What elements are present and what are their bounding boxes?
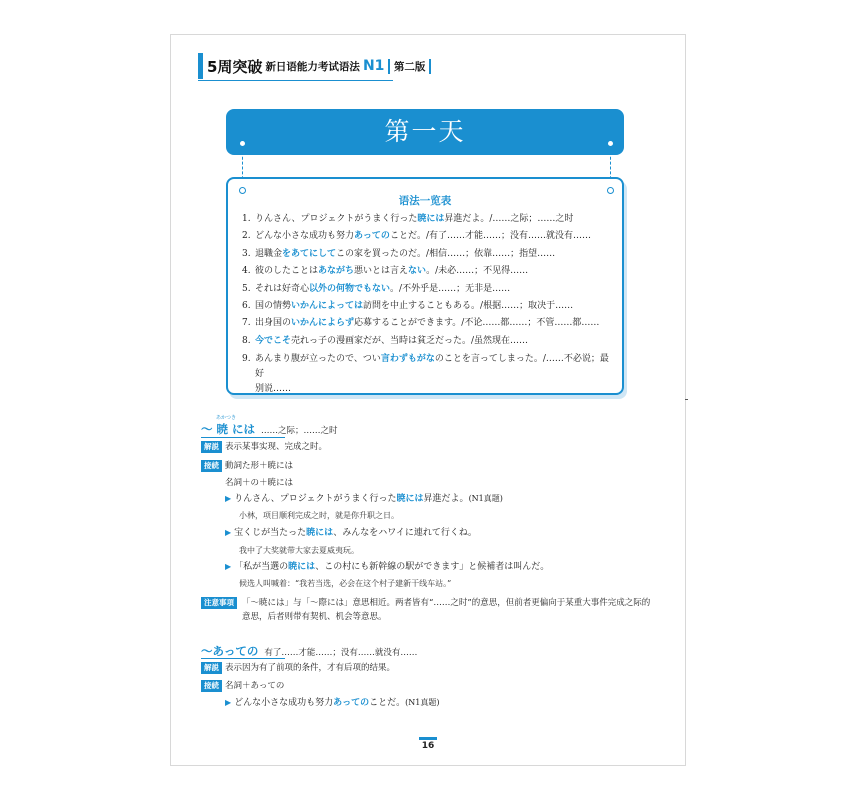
connect-text: 動詞た形＋暁には [225,461,294,471]
margin-tick [685,399,688,400]
grammar-list-title: 语法一览表 [398,195,452,207]
example-translation: 小林，项目顺利完成之时，就是你升职之日。 [239,511,399,520]
running-header [198,53,435,79]
page-number: 16 [421,741,435,751]
section-heading [201,415,338,437]
section-underline [201,437,285,438]
header-accent-bar [198,53,203,79]
connect-tag: 接続 [201,460,222,472]
furigana: あかつき [216,415,237,421]
grammar-list-item: 1. りんさん、プロジェクトがうまく行った暁には昇進だよ。/……之际；……之时 [242,214,574,224]
grammar-list-item: 2. どんな小さな成功も努力あってのことだ。/有了……才能……；没有……就没有…… [242,231,591,242]
example-translation: 我中了大奖就带大家去夏威夷玩。 [239,546,359,555]
triangle-bullet-icon: ▶ [225,698,232,707]
triangle-bullet-icon: ▶ [225,494,232,503]
section-heading [201,643,417,659]
explain-text: 表示因为有了前项的条件，才有后项的结果。 [225,663,396,673]
header-brand: 5周突破 [207,57,263,76]
section-underline [201,658,285,659]
example-sentence: ▶ どんな小さな成功も努力あってのことだ。(N1真题) [225,698,440,708]
grammar-list-item: 5. それは好奇心以外の何物でもない。/不外乎是……；无非是…… [242,283,511,294]
pin-icon [239,140,246,147]
example-sentence: ▶ 「私が当選の暁には、この村にも新幹線の駅ができます」と候補者は叫んだ。 [225,562,550,572]
section-meaning: ……之际；……之时 [261,426,338,436]
triangle-bullet-icon: ▶ [225,528,232,537]
connect-text: 名詞＋の＋暁には [225,478,294,488]
section-title: ～あっての [201,644,259,658]
note-text: 「～暁には」与「～際には」意思相近。两者皆有“……之时”的意思，但前者更偏向于某重大事件完成之际的意思，后者则带有契机、机会等意思。 [242,598,651,622]
explain-tag: 解説 [201,662,222,674]
page-number-bar [419,737,437,740]
day-title-banner: 第一天 [226,109,624,155]
book-page [170,34,686,766]
section-title: ～ 暁 には [201,422,256,436]
explain-tag: 解説 [201,441,222,453]
connect-tag: 接続 [201,680,222,692]
grammar-list [228,211,622,397]
note-tag: 注意事項 [201,597,237,609]
grammar-list-item: 3. 退職金をあてにしてこの家を買ったのだ。/相信……；依靠……；指望…… [242,248,556,259]
grammar-list-item: 7. 出身国のいかんによらず応募することができます。/不论……都……；不管……都…… [242,318,600,329]
header-level: N1 [362,58,385,74]
header-separator-end [429,59,431,74]
example-sentence: ▶ 宝くじが当たった暁には、みんなをハワイに連れて行くね。 [225,528,477,538]
grammar-list-item: 6. 国の情勢いかんによっては訪問を中止することもある。/根据……；取决于…… [242,301,574,312]
pin-icon [607,140,614,147]
header-subtitle: 新日语能力考试语法 [265,60,360,73]
explain-text: 表示某事实现、完成之时。 [225,442,328,452]
header-edition: 第二版 [393,60,426,73]
triangle-bullet-icon: ▶ [225,562,232,571]
grammar-list-item: 9. あんまり腹が立ったので、つい言わずもがなのことを言ってしまった。/……不必说；最好 别说…… [242,354,609,395]
pin-icon [607,187,614,194]
header-underline [198,80,393,81]
section-meaning: 有了……才能……；没有……就没有…… [264,648,418,658]
grammar-list-item: 4. 彼のしたことはあながち悪いとは言えない。/未必……；不见得…… [242,266,529,277]
grammar-list-item: 8. 今でこそ売れっ子の漫画家だが、当時は貧乏だった。/虽然现在…… [242,335,529,346]
example-sentence: ▶ りんさん、プロジェクトがうまく行った暁には昇進だよ。(N1真题) [225,494,503,504]
example-translation: 候选人叫喊着：“我若当选，必会在这个村子建新干线车站。” [239,579,452,588]
pin-icon [239,187,246,194]
header-separator [388,59,390,74]
connect-text: 名詞＋あっての [225,681,285,691]
grammar-list-box [226,177,624,395]
